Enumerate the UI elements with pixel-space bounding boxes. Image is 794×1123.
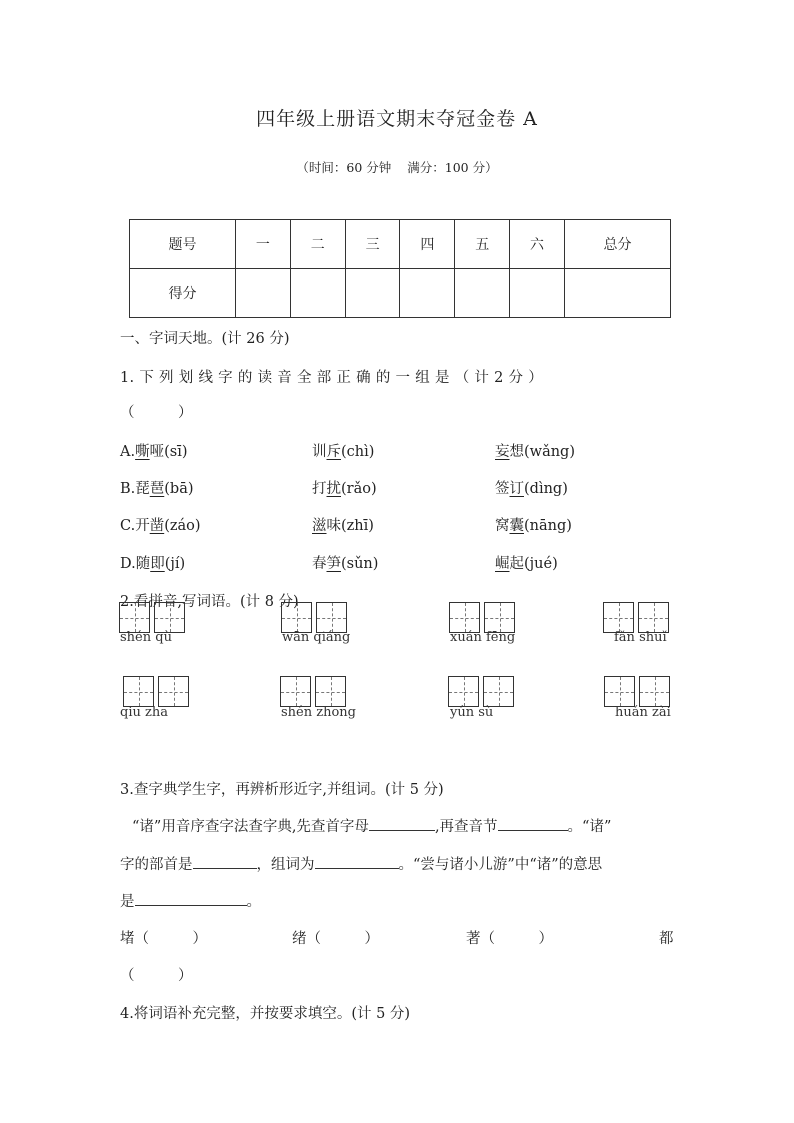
q3-text: ，组词为 [256,857,315,873]
word-suffix-pinyin: (chì) [341,444,375,460]
score-input-cell[interactable] [564,269,670,318]
exam-info [0,158,794,176]
question-3-line-3 [120,890,261,911]
score-input-cell[interactable] [400,269,455,318]
writing-grid[interactable] [448,676,518,707]
q3-text: 字的部首是 [120,857,193,873]
question-3-line-1 [132,815,611,836]
score-header-cell: 三 [345,220,400,269]
option-a-item [495,440,575,461]
underlined-char: 嘶 [135,444,150,460]
score-input-cell[interactable] [455,269,510,318]
option-label[interactable]: B. [120,481,136,497]
option-c-item [120,514,201,535]
answer-paren[interactable]: （ ） [120,405,193,421]
question-2-prompt: 2.看拼音,写词语。(计 8 分) [120,594,299,610]
word-prefix: 签 [495,481,510,497]
underlined-char: 凿 [149,518,165,534]
underlined-char: 笋 [326,556,341,572]
option-label[interactable]: D. [120,556,136,572]
option-d-item [495,552,558,573]
score-table [129,219,671,318]
blank-radical[interactable] [193,853,257,869]
word-suffix-pinyin: (rǎo) [341,481,377,497]
blank-initial-letter[interactable] [369,815,435,831]
score-header-cell: 五 [455,220,510,269]
pinyin-label: yún sù [450,705,494,720]
score-row-label: 得分 [130,269,236,318]
question-3-prompt: 3.查字典学生字，再辨析形近字,并组词。(计 5 分) [120,782,444,798]
option-d-item [312,552,378,573]
word-prefix: 打 [312,481,327,497]
underlined-char: 扰 [326,481,341,497]
word-suffix-pinyin: (záo) [164,518,201,534]
q3-text: ,再查音节 [434,819,498,835]
char-compare-dou: 都 [659,931,674,947]
score-table-score-row [130,269,671,318]
word-prefix: 窝 [495,518,510,534]
option-c-item [495,514,572,535]
word-prefix: 训 [312,444,327,460]
underlined-char: 崛 [495,556,510,572]
score-input-cell[interactable] [345,269,400,318]
word-prefix: 随 [135,556,151,572]
q3-text: 是 [120,894,135,910]
underlined-char: 即 [150,556,165,572]
option-a-item [312,440,374,461]
score-input-cell[interactable] [290,269,345,318]
q3-text: 。 [246,894,261,910]
word-suffix-pinyin: (nāng) [524,518,572,534]
score-input-cell[interactable] [236,269,291,318]
writing-grid[interactable] [603,602,673,633]
question-3-line-2 [120,853,602,874]
blank-meaning[interactable] [135,890,247,906]
score-header-cell: 六 [510,220,565,269]
word-suffix-pinyin: 起(jué) [509,556,558,572]
word-suffix-pinyin: 味(zhī) [326,518,374,534]
option-a-item [120,440,188,461]
q3-text: 。“尝与诸小儿游”中“诸”的意思 [398,857,603,873]
underlined-char: 妄 [495,444,510,460]
underlined-char: 琶 [149,481,165,497]
pinyin-label: huán zài [615,705,671,720]
pinyin-label: xuán fēng [450,630,516,645]
underlined-char: 滋 [312,518,327,534]
pinyin-label: qiū zhā [120,705,168,720]
writing-grid[interactable] [604,676,674,707]
full-score: 满分：100 分） [407,160,498,175]
option-b-item [120,477,194,498]
option-label[interactable]: A. [120,444,136,460]
score-header-cell: 题号 [130,220,236,269]
option-b-item [495,477,568,498]
pinyin-label: fǎn shuǐ [614,630,667,645]
score-table-header-row [130,220,671,269]
word-suffix-pinyin: (sǔn) [341,556,379,572]
char-compare-du[interactable]: 堵（ ） [120,931,207,947]
pinyin-label: wān qiáng [282,630,351,645]
word-suffix-pinyin: (dìng) [524,481,568,497]
word-prefix: 开 [135,518,150,534]
score-header-cell: 二 [290,220,345,269]
char-compare-zhu[interactable]: 著（ ） [466,931,553,947]
writing-grid[interactable] [449,602,519,633]
blank-syllable[interactable] [498,815,568,831]
score-header-cell: 一 [236,220,291,269]
char-compare-xu[interactable]: 绪（ ） [292,931,379,947]
page-title: 四年级上册语文期末夺冠金卷 A [256,108,538,130]
answer-paren[interactable]: （ ） [120,968,193,984]
score-header-cell: 总分 [564,220,670,269]
underlined-char: 订 [509,481,524,497]
question-4-prompt: 4.将词语补充完整，并按要求填空。(计 5 分) [120,1006,411,1022]
word-suffix-pinyin: (jí) [164,556,186,572]
word-suffix-pinyin: 哑(sī) [149,444,188,460]
word-prefix: 春 [312,556,327,572]
word-prefix: 琵 [135,481,150,497]
option-d-item [120,552,185,573]
question-1-prompt: 1. 下 列 划 线 字 的 读 音 全 部 正 确 的 一 组 是 （ 计 2 分 ） [120,370,544,386]
writing-grid[interactable] [281,602,351,633]
word-suffix-pinyin: 想(wǎng) [509,444,575,460]
writing-grid[interactable] [119,602,189,633]
option-label[interactable]: C. [120,518,136,534]
blank-word[interactable] [315,853,399,869]
time-limit: （时间：60 分钟 [296,160,392,175]
pinyin-label: shén zhōng [281,705,356,720]
pinyin-label: shén qù [120,630,172,645]
writing-grid[interactable] [123,676,193,707]
option-b-item [312,477,377,498]
underlined-char: 斥 [326,444,341,460]
q3-text: 。“诸” [567,819,612,835]
word-suffix-pinyin: (bā) [164,481,194,497]
writing-grid[interactable] [280,676,350,707]
section-heading: 一、字词天地。(计 26 分) [120,331,290,347]
score-input-cell[interactable] [510,269,565,318]
score-header-cell: 四 [400,220,455,269]
option-c-item [312,514,374,535]
q3-text: “诸”用音序查字法查字典,先查首字母 [132,819,369,835]
underlined-char: 囊 [509,518,524,534]
